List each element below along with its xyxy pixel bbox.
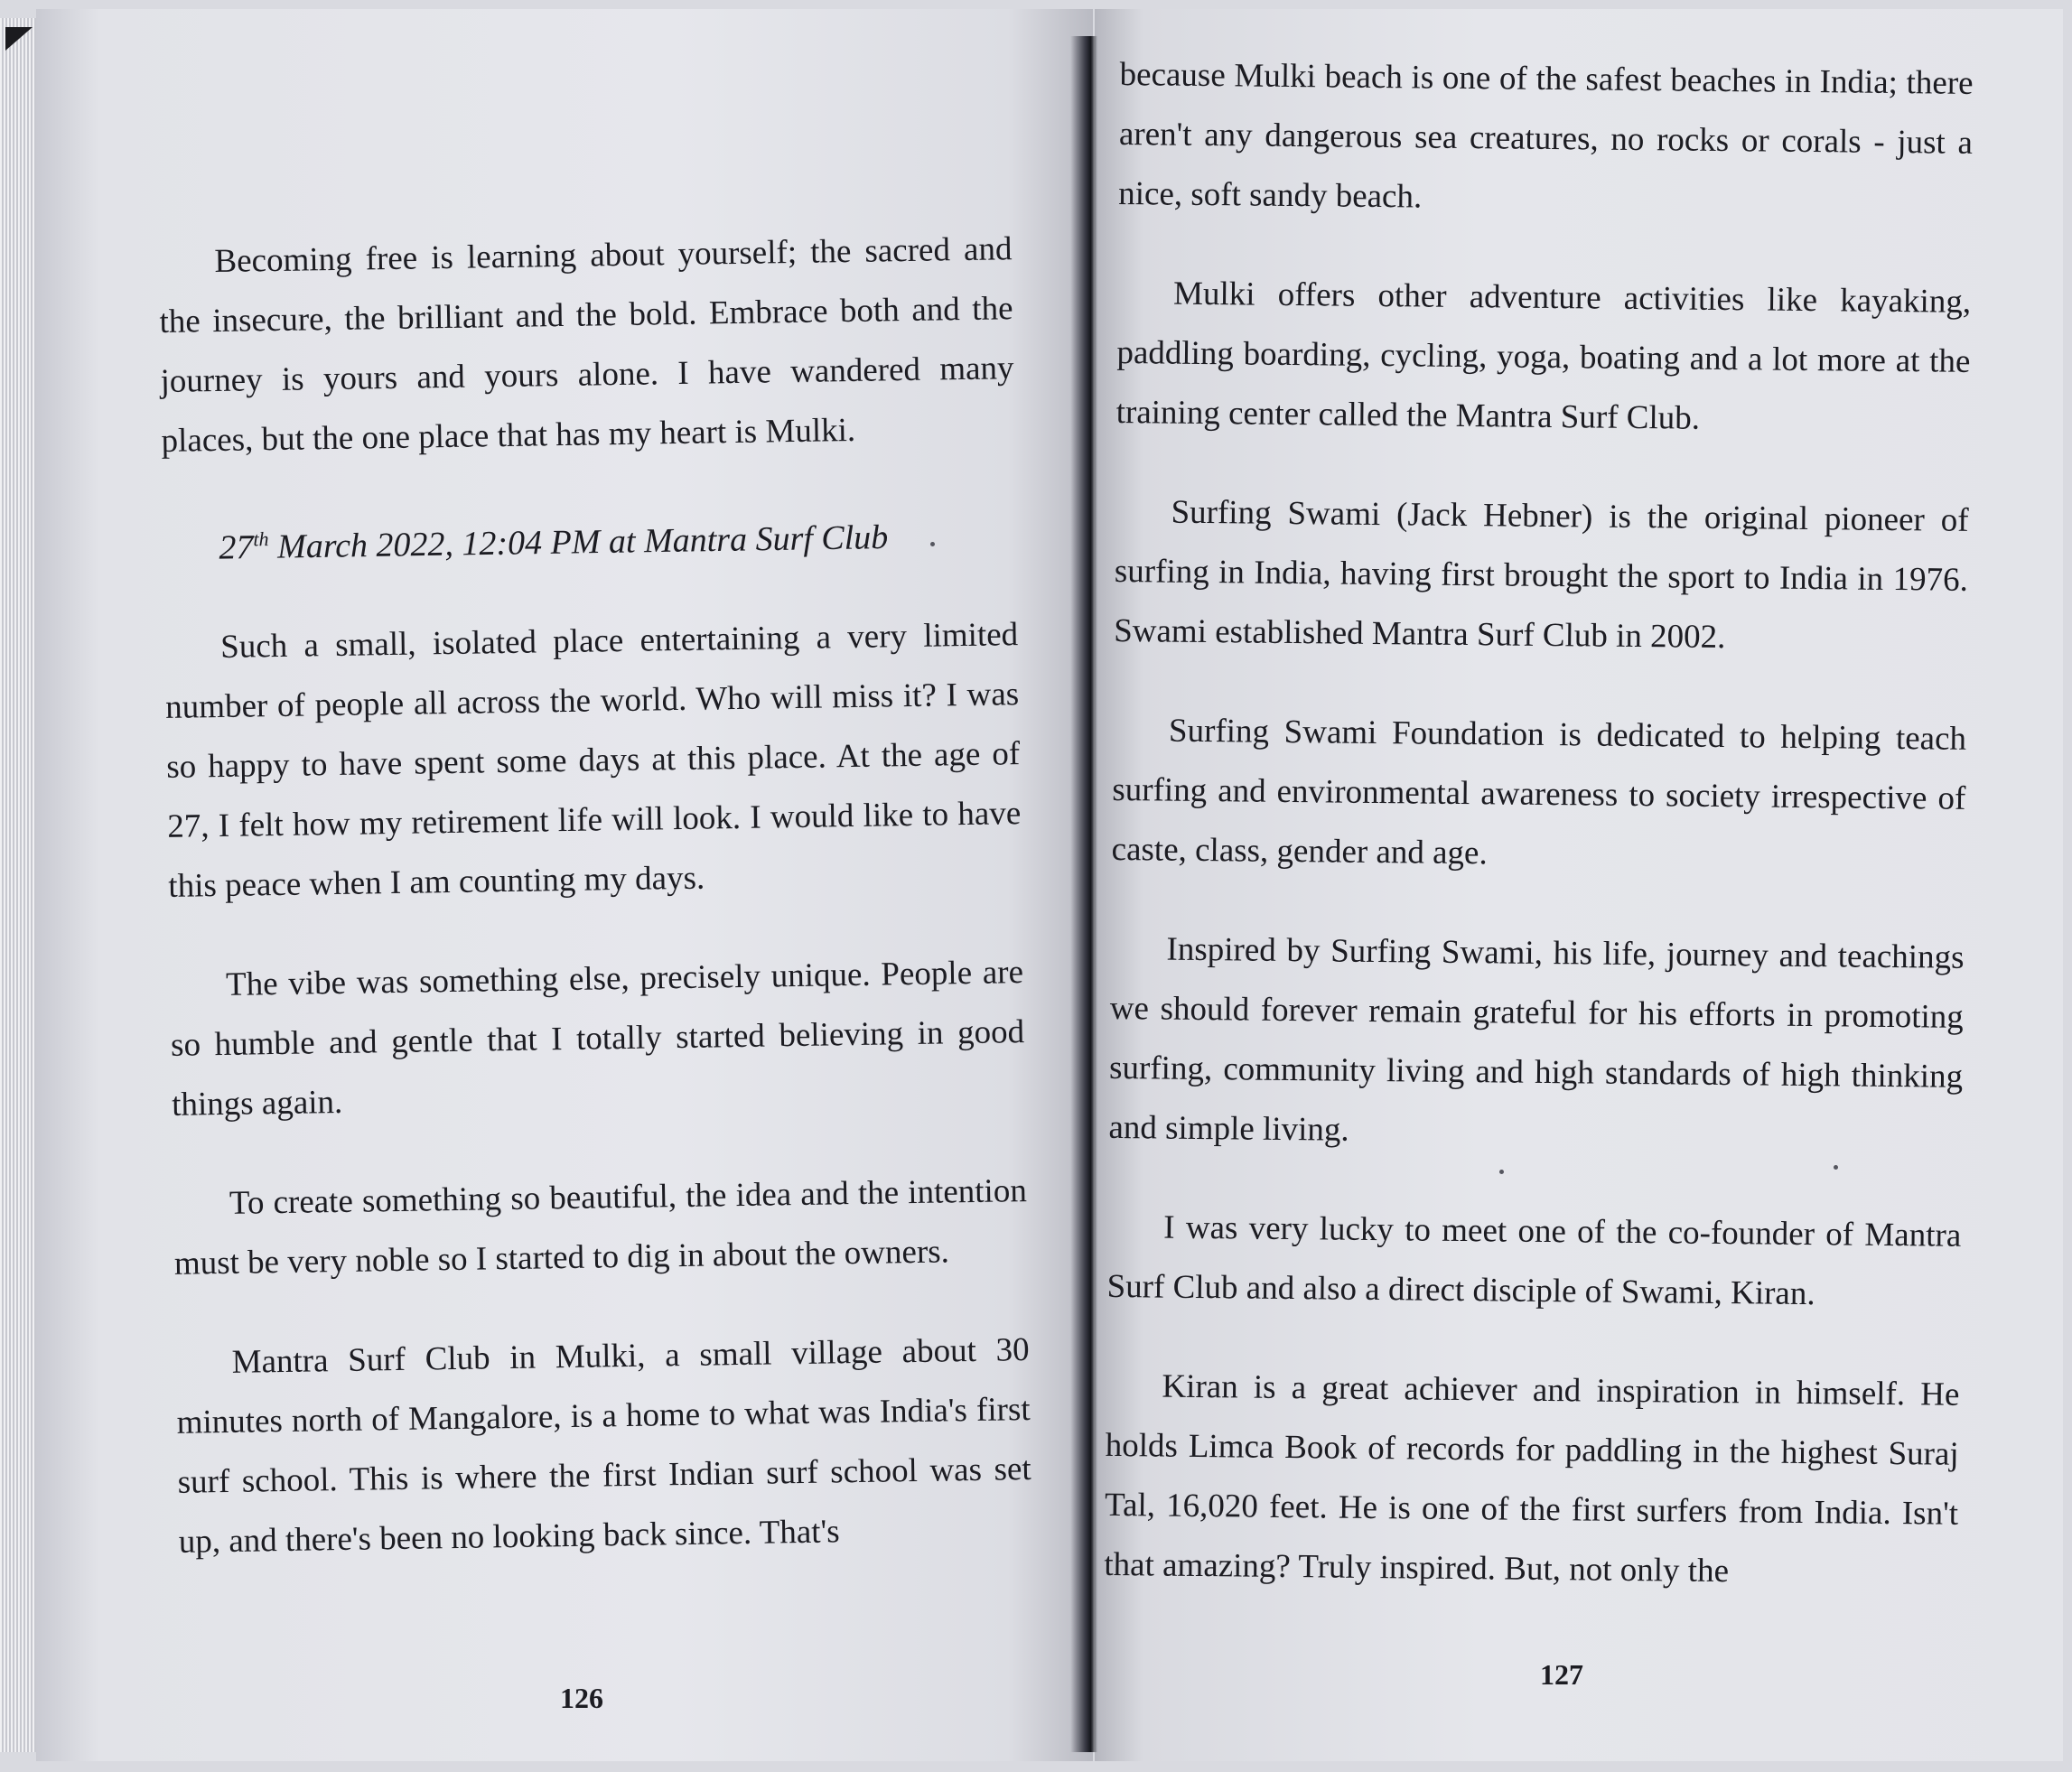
left-paragraph: To create something so beautiful, the idea and the intention must be very noble so I started to dig in about the owners. [173,1171,1028,1282]
left-page-text [158,219,1033,1611]
paper-speck [1834,1165,1838,1170]
page-number-right: 127 [1540,1658,1583,1691]
right-page-text [1104,45,1974,1644]
corner-mark [5,27,33,51]
right-paragraph: Surfing Swami (Jack Hebner) is the original pioneer of surfing in India, having first brought the sport to India in 1976. Swami established Mantra Surf Club in 2002. [1113,493,1969,657]
right-paragraph: I was very lucky to meet one of the co-founder of Mantra Surf Club and also a direct disciple of Swami, Kiran. [1106,1208,1962,1313]
dateline-rest: March 2022, 12:04 PM at Mantra Surf Club [268,518,889,566]
left-paragraph: Becoming free is learning about yourself; the sacred and the insecure, the brilliant and the bold. Embrace both and the journey is yours and yours alone. I have wandered many places, but the one place that has my heart is Mulki. [159,230,1014,460]
paper-speck [930,542,935,546]
page-number-left: 126 [560,1682,603,1714]
paper-speck [1499,1170,1504,1174]
left-paragraph: Mantra Surf Club in Mulki, a small village about 30 minutes north of Mangalore, is a home to what was India's first surf school. This is where the first Indian surf school was set up, and there's been no looking back since. That's [176,1330,1031,1561]
dateline [163,498,1017,578]
right-paragraph-continued: because Mulki beach is one of the safest beaches in India; there aren't any dangerous sea creatures, no rocks or corals - just a nice, soft sandy beach. [1118,55,1974,216]
right-paragraph: Mulki offers other adventure activities like kayaking, paddling boarding, cycling, yoga, boating and a lot more at the training center called the Mantra Surf Club. [1115,275,1972,437]
page-edges [0,18,38,1752]
dateline-day: 27 [219,528,254,567]
right-paragraph: Surfing Swami Foundation is dedicated to helping teach surfing and environmental awareness to society irrespective of caste, class, gender and age. [1111,712,1967,872]
left-paragraph: Such a small, isolated place entertaining a very limited number of people all across the world. Who will miss it? I was so happy to have spent some days at this place. At the age of 27, I felt how my retirement life will look. I would like to have this peace when I am counting my days. [164,615,1022,905]
right-paragraph: Inspired by Surfing Swami, his life, journey and teachings we should forever remain grateful for his efforts in promoting surfing, community living and high standards of high thinking and simple living. [1108,930,1965,1149]
dateline-suffix: th [253,527,269,551]
left-paragraph: The vibe was something else, precisely unique. People are so humble and gentle that I totally started believing in good things again. [170,953,1025,1124]
book-spine [1070,36,1097,1752]
right-paragraph: Kiran is a great achiever and inspiration in himself. He holds Limca Book of records for paddling in the highest Suraj Tal, 16,020 feet. He is one of the first surfers from India. Isn't that amazing? Truly inspired. But, not only the [1104,1367,1960,1590]
